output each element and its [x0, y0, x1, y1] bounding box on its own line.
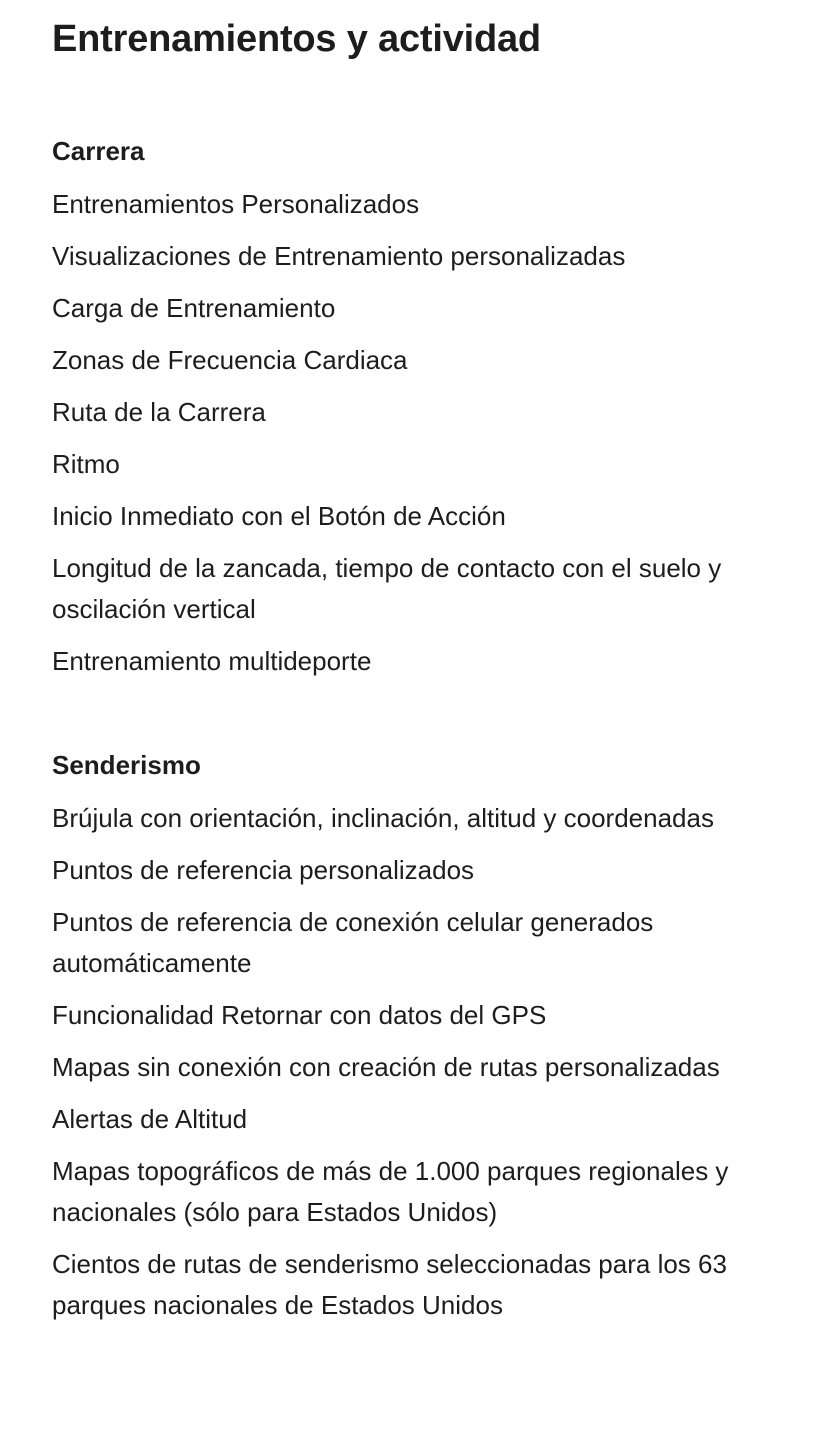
feature-item: Ruta de la Carrera [52, 397, 266, 427]
feature-item: Inicio Inmediato con el Botón de Acción [52, 501, 506, 531]
section-senderismo [52, 748, 792, 1326]
feature-item: Brújula con orientación, inclinación, altitud y coordenadas [52, 803, 714, 833]
feature-item: Zonas de Frecuencia Cardiaca [52, 345, 408, 375]
feature-item: Puntos de referencia de conexión celular generados automáticamente [52, 907, 654, 978]
feature-item: Mapas topográficos de más de 1.000 parques regionales y nacionales (sólo para Estados Unidos) [52, 1156, 729, 1227]
feature-list-carrera [52, 184, 792, 682]
feature-item: Mapas sin conexión con creación de rutas personalizadas [52, 1052, 720, 1082]
section-heading-carrera: Carrera [52, 136, 145, 166]
feature-item: Visualizaciones de Entrenamiento personalizadas [52, 241, 626, 271]
section-heading-senderismo: Senderismo [52, 750, 201, 780]
feature-item: Entrenamientos Personalizados [52, 189, 420, 219]
feature-item: Carga de Entrenamiento [52, 293, 336, 323]
feature-item: Cientos de rutas de senderismo seleccionadas para los 63 parques nacionales de Estados Unidos [52, 1249, 727, 1320]
feature-item: Puntos de referencia personalizados [52, 855, 475, 885]
content [52, 16, 792, 1337]
section-carrera [52, 134, 792, 682]
page-title: Entrenamientos y actividad [52, 18, 541, 60]
feature-item: Funcionalidad Retornar con datos del GPS [52, 1000, 547, 1030]
feature-item: Alertas de Altitud [52, 1104, 248, 1134]
feature-item: Ritmo [52, 449, 120, 479]
feature-list-senderismo [52, 798, 792, 1326]
feature-item: Longitud de la zancada, tiempo de contacto con el suelo y oscilación vertical [52, 553, 722, 624]
feature-item: Entrenamiento multideporte [52, 646, 372, 676]
